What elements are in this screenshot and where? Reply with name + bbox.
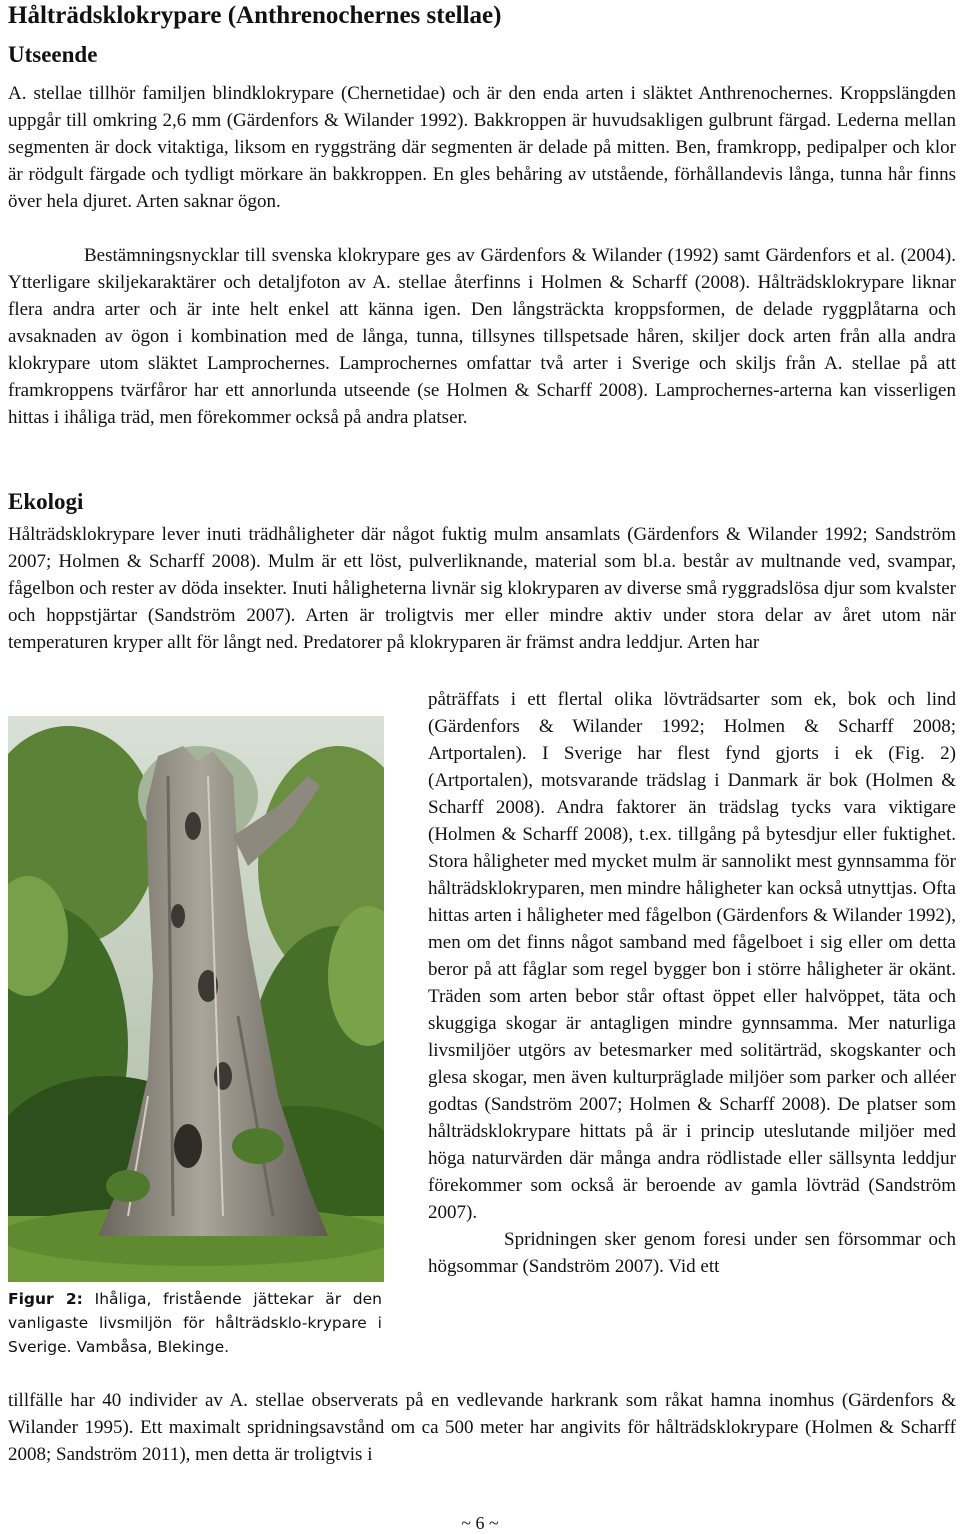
paragraph-ekologi-intro: Hålträdsklokrypare lever inuti trädhåligheter där något fuktig mulm ansamlats (Gärdenfors & Wilander 1992; Sandström 2007; Holmen & Scharff 2008). Mulm är ett löst, pulverliknande, material som bl.a. består av multnande ved, svampar, fågelbon och rester av döda insekter. Inuti håligheterna livnär sig klokryparen av diverse små ryggradslösa djur som kvalster och hoppstjärtar (Sandström 2007). Arten är troligtvis mer eller mindre aktiv under stora delar av året utom när temperaturen kryper allt för långt ned. Predatorer på klokryparen är främst andra leddjur. Arten har xyxy=(8,524,956,653)
heading-utseende: Utseende xyxy=(8,42,98,67)
paragraph-spridning-start: Spridningen sker genom foresi under sen försommar och högsommar (Sandström 2007). Vid ett xyxy=(428,1229,956,1277)
paragraph-utseende-2: Bestämningsnycklar till svenska klokrypare ges av Gärdenfors & Wilander (1992) samt Gärdenfors et al. (2004). Ytterligare skiljekaraktärer och detaljfoton av A. stellae återfinns i Holmen & Scharff (2008). Hålträdsklokrypare liknar flera andra arter och är inte helt enkel att känna igen. Den långsträckta kroppsformen, de delade ryggplåtarna och avsaknaden av ögon i kombination med de långa, tunna, tillsynes tillspetsade håren, skiljer dock arten från alla andra klokrypare utom släktet Lamprochernes. Lamprochernes omfattar två arter i Sverige och skiljs från A. stellae på att framkroppens tvärfåror har ett annorlunda utseende (se Holmen & Scharff 2008). Lamprochernes-arterna kan visserligen hittas i ihåliga träd, men förekommer också på andra platser. xyxy=(8,245,956,428)
figure-caption-label: Figur 2: xyxy=(8,1290,83,1308)
figure-oak-tree-photo xyxy=(8,716,384,1282)
heading-ekologi: Ekologi xyxy=(8,489,84,514)
figure-caption xyxy=(8,1287,382,1359)
paragraph-utseende-1: A. stellae tillhör familjen blindklokrypare (Chernetidae) och är den enda arten i släktet Anthrenochernes. Kroppslängden uppgår till omkring 2,6 mm (Gärdenfors & Wilander 1992). Bakkroppen är huvudsakligen gulbrunt färgad. Lederna mellan segmenten är dock vitaktiga, liksom en ryggsträng där segmenten är delade på mitten. Ben, framkropp, pedipalper och klor är rödgult färgade och tydligt mörkare än bakkroppen. En gles behåring av utstående, förhållandevis långa, tunna hår finns över hela djuret. Arten saknar ögon. xyxy=(8,83,956,212)
paragraph-spridning-end: tillfälle har 40 individer av A. stellae observerats på en vedlevande harkrank som råkat hamna inomhus (Gärdenfors & Wilander 1995). Ett maximalt spridningsavstånd om ca 500 meter har angivits för hålträdsklokrypare (Holmen & Scharff 2008; Sandström 2011), men detta är troligtvis i xyxy=(8,1390,956,1465)
oak-tree-illustration xyxy=(8,716,384,1282)
text-column-right xyxy=(428,686,956,1280)
page-number: ~ 6 ~ xyxy=(461,1513,499,1533)
paragraph-ekologi-column: påträffats i ett flertal olika lövträdsarter som ek, bok och lind (Gärdenfors & Wilander 1992; Holmen & Scharff 2008; Artportalen). I Sverige har flest fynd gjorts i ek (Fig. 2) (Artportalen), motsvarande trädslag i Danmark är bok (Holmen & Scharff 2008). Andra faktorer än trädslag tycks vara viktigare (Holmen & Scharff 2008), t.ex. tillgång på bytesdjur eller fuktighet. Stora håligheter med mycket mulm är sannolikt mest gynnsamma för hålträdsklokryparen, men mindre håligheter kan också utnyttjas. Ofta hittas arten i håligheter med fågelbon (Gärdenfors & Wilander 1992), men om det finns något samband med fågelboet i sig eller om detta beror på att fåglar som regel bygger bon i större håligheter är okänt. Träden som arten bebor står oftast öppet eller halvöppet, täta och skuggiga skogar är antagligen mindre gynnsamma. Mer naturliga livsmiljöer utgörs av betesmarker med solitärträd, skogskanter och glesa skogar, men även kulturpräglade miljöer som parker och alléer godtas (Sandström 2007; Holmen & Scharff 2008). De platser som hålträdsklokrypare hittats på är i princip uteslutande miljöer med höga naturvärden där många andra rödlistade eller sällsynta leddjur förekommer som också är beroende av gamla lövträd (Sandström 2007). xyxy=(428,689,956,1223)
figure-caption-text: Ihåliga, fristående jättekar är den vanligaste livsmiljön för hålträdsklo-krypare i Sverige. Vambåsa, Blekinge. xyxy=(8,1290,383,1356)
page-title: Hålträdsklokrypare (Anthrenochernes stellae) xyxy=(8,2,502,29)
